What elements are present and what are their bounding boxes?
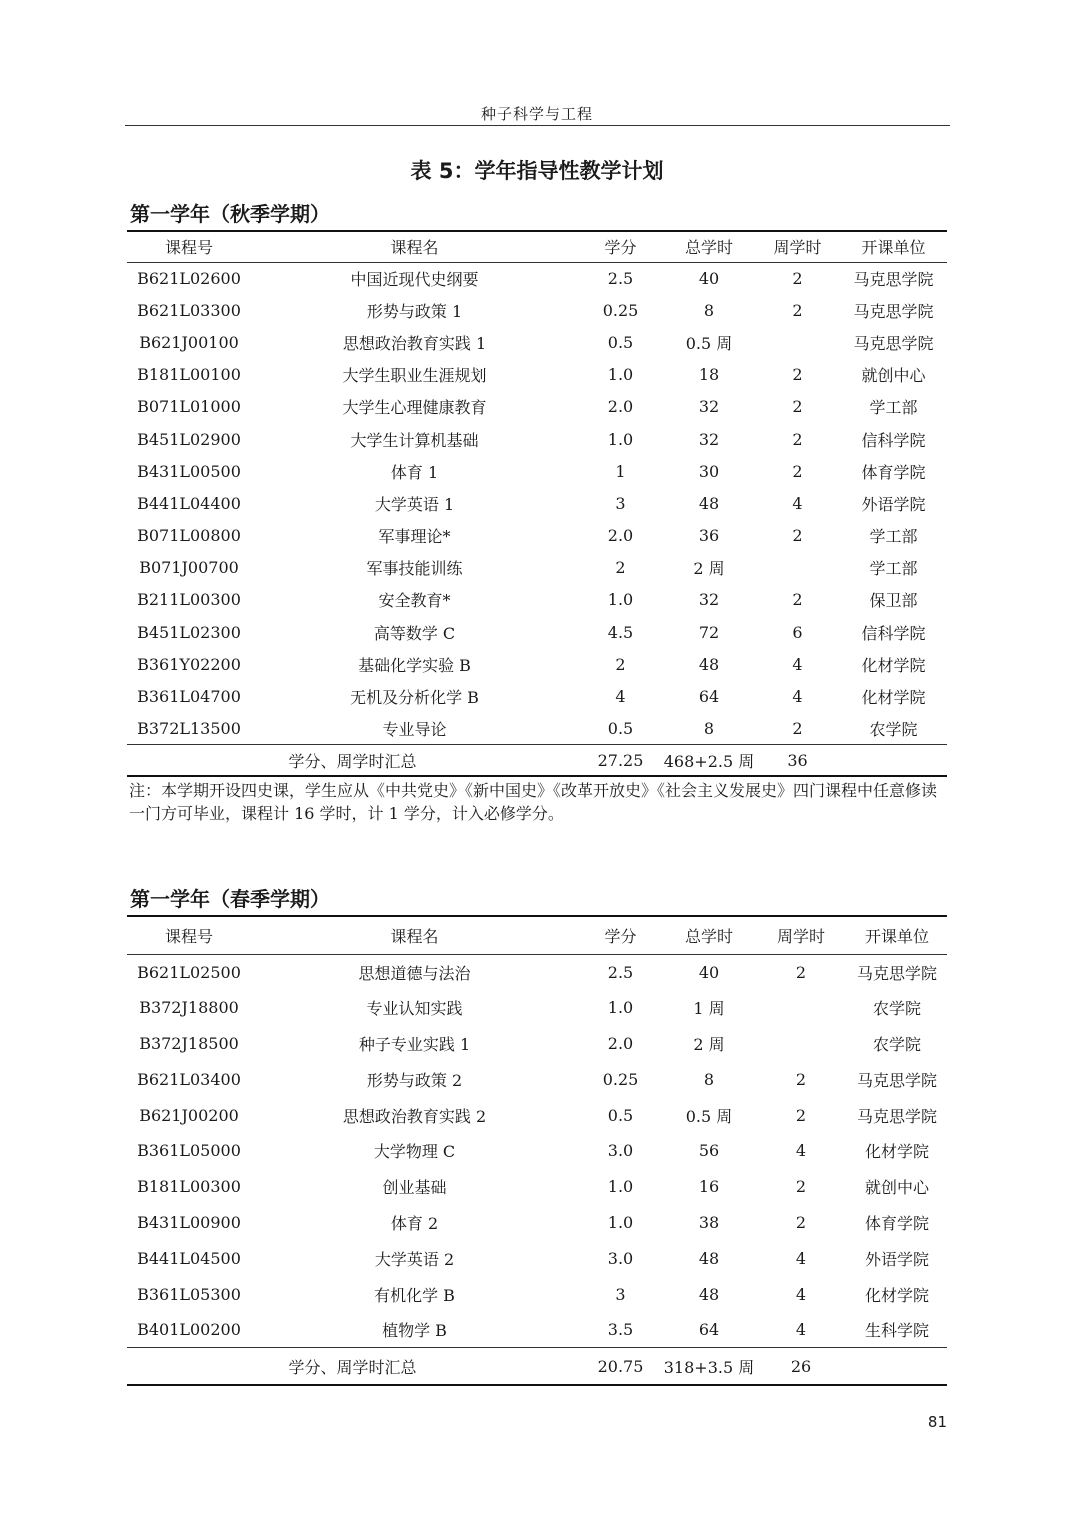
total-hours-cell: 32 [698, 397, 720, 417]
total-hours-cell: 32 [698, 429, 720, 449]
table-header-row [127, 916, 947, 954]
weekly-hours-cell: 6 [792, 622, 803, 642]
total-hours-cell: 2 周 [693, 559, 725, 579]
credits-cell: 2.0 [607, 1033, 634, 1053]
weekly-hours-cell [755, 552, 840, 584]
course-name-cell: 创业基础 [382, 1178, 447, 1198]
table-row [127, 616, 947, 648]
col-weekly-hours: 周学时 [773, 238, 822, 258]
table-row [127, 326, 947, 358]
department-cell: 化材学院 [861, 655, 926, 675]
course-code-cell: B441L04400 [137, 493, 241, 513]
course-name-cell: 基础化学实验 B [358, 655, 471, 675]
weekly-hours-cell: 2 [792, 718, 803, 738]
course-name-cell: 无机及分析化学 B [350, 688, 479, 708]
total-hours-cell: 8 [703, 300, 715, 320]
credits-cell: 2 [615, 558, 626, 578]
course-name-cell: 专业导论 [382, 719, 447, 739]
course-name-cell: 大学生心理健康教育 [342, 398, 487, 418]
summary-weekly-hours: 26 [790, 1356, 812, 1376]
credits-cell: 0.5 [607, 718, 634, 738]
credits-cell: 0.5 [607, 332, 634, 352]
total-hours-cell: 18 [698, 365, 720, 385]
department-cell: 农学院 [869, 719, 918, 739]
department-cell: 外语学院 [864, 1249, 929, 1269]
department-cell: 学工部 [869, 398, 918, 418]
course-code-cell: B621L03300 [137, 300, 241, 320]
course-code-cell: B372J18500 [139, 1033, 239, 1053]
summary-total-hours: 468+2.5 周 [663, 751, 755, 771]
weekly-hours-cell: 4 [795, 1248, 807, 1268]
credits-cell: 2 [615, 654, 626, 674]
course-code-cell: B071L00800 [137, 526, 241, 546]
course-code-cell: B621L02600 [137, 268, 241, 288]
course-code-cell: B431L00900 [137, 1212, 241, 1232]
total-hours-cell: 64 [698, 687, 720, 707]
table-row [127, 713, 947, 745]
credits-cell: 2.0 [607, 526, 634, 546]
total-hours-cell: 48 [698, 654, 720, 674]
summary-weekly-hours: 36 [787, 750, 808, 770]
course-name-cell: 专业认知实践 [366, 999, 463, 1019]
department-cell: 信科学院 [861, 623, 926, 643]
weekly-hours-cell: 2 [795, 1177, 807, 1197]
weekly-hours-cell: 2 [795, 962, 807, 982]
table-row [127, 294, 947, 326]
weekly-hours-cell: 4 [795, 1284, 807, 1304]
credits-cell: 1.0 [607, 365, 634, 385]
autumn-semester-title: 第一学年（秋季学期） [130, 202, 330, 226]
table-row [127, 552, 947, 584]
table-row [127, 584, 947, 616]
course-name-cell: 军事技能训练 [366, 559, 463, 579]
table-row [127, 648, 947, 680]
department-cell: 化材学院 [864, 1285, 929, 1305]
table-row [127, 1097, 947, 1133]
weekly-hours-cell: 2 [792, 461, 803, 481]
total-hours-cell: 56 [698, 1141, 720, 1161]
credits-cell: 1 [615, 461, 626, 481]
course-code-cell: B621L03400 [137, 1069, 241, 1089]
col-department: 开课单位 [861, 238, 926, 258]
autumn-course-table [127, 230, 947, 777]
table-row [127, 990, 947, 1026]
table-row [127, 455, 947, 487]
weekly-hours-cell: 2 [792, 365, 803, 385]
col-total-hours: 总学时 [684, 926, 733, 946]
total-hours-cell: 48 [698, 1248, 720, 1268]
credits-cell: 1.0 [607, 1212, 634, 1232]
department-cell: 外语学院 [861, 494, 926, 514]
summary-department [847, 1348, 947, 1385]
total-hours-cell: 72 [698, 622, 720, 642]
table-row [127, 1240, 947, 1276]
table-title: 表 5：学年指导性教学计划 [410, 159, 664, 183]
department-cell: 就创中心 [861, 366, 926, 386]
course-name-cell: 植物学 B [382, 1321, 447, 1341]
total-hours-cell: 8 [703, 1069, 715, 1089]
autumn-note: 注：本学期开设四史课，学生应从《中共党史》《新中国史》《改革开放史》《社会主义发展史》四门课程中任意修读一门方可毕业，课程计 16 学时，计 1 学分，计入必修学分。 [129, 781, 938, 823]
course-name-cell: 大学生职业生涯规划 [342, 366, 487, 386]
weekly-hours-cell [755, 1026, 847, 1062]
weekly-hours-cell: 4 [795, 1320, 807, 1340]
weekly-hours-cell: 2 [795, 1069, 807, 1089]
course-name-cell: 大学物理 C [373, 1142, 456, 1162]
course-name-cell: 思想政治教育实践 2 [342, 1106, 487, 1126]
total-hours-cell: 32 [698, 590, 720, 610]
total-hours-cell: 48 [698, 493, 720, 513]
table-row [127, 1026, 947, 1062]
credits-cell: 2.5 [607, 268, 634, 288]
total-hours-cell: 38 [698, 1212, 720, 1232]
weekly-hours-cell [755, 990, 847, 1026]
col-credits: 学分 [604, 238, 637, 258]
course-code-cell: B621J00100 [139, 332, 239, 352]
course-name-cell: 大学英语 1 [374, 494, 455, 514]
department-cell: 就创中心 [864, 1178, 929, 1198]
course-name-cell: 高等数学 C [373, 623, 456, 643]
header-rule [125, 125, 950, 126]
summary-label: 学分、周学时汇总 [288, 751, 417, 771]
course-name-cell: 中国近现代史纲要 [350, 269, 479, 289]
spring-course-table [127, 915, 947, 1386]
weekly-hours-cell: 2 [792, 590, 803, 610]
weekly-hours-cell: 2 [792, 397, 803, 417]
weekly-hours-cell: 2 [795, 1212, 807, 1232]
weekly-hours-cell: 2 [792, 526, 803, 546]
course-name-cell: 体育 1 [390, 462, 439, 482]
department-cell: 体育学院 [861, 462, 926, 482]
course-name-cell: 安全教育* [378, 591, 451, 611]
course-name-cell: 种子专业实践 1 [358, 1034, 471, 1054]
department-cell: 农学院 [872, 999, 921, 1019]
col-course-name: 课程名 [390, 238, 439, 258]
department-cell: 学工部 [869, 527, 918, 547]
table-row [127, 391, 947, 423]
total-hours-cell: 0.5 周 [685, 333, 733, 353]
summary-credits: 27.25 [597, 750, 644, 770]
weekly-hours-cell: 2 [792, 300, 803, 320]
department-cell: 信科学院 [861, 430, 926, 450]
col-credits: 学分 [604, 926, 637, 946]
col-course-code: 课程号 [164, 926, 213, 946]
credits-cell: 0.25 [602, 300, 639, 320]
credits-cell: 3.5 [607, 1320, 634, 1340]
course-code-cell: B451L02300 [137, 622, 241, 642]
department-cell: 马克思学院 [856, 1106, 937, 1126]
table-header-row [127, 231, 947, 262]
department-cell: 马克思学院 [853, 269, 934, 289]
credits-cell: 4.5 [607, 622, 634, 642]
total-hours-cell: 0.5 周 [685, 1106, 733, 1126]
table-row [127, 520, 947, 552]
credits-cell: 4 [615, 687, 626, 707]
summary-label: 学分、周学时汇总 [288, 1357, 417, 1377]
weekly-hours-cell: 2 [795, 1105, 807, 1125]
total-hours-cell: 40 [698, 268, 720, 288]
credits-cell: 0.25 [602, 1069, 639, 1089]
table-row [127, 1312, 947, 1348]
course-code-cell: B621J00200 [139, 1105, 239, 1125]
credits-cell: 1.0 [607, 429, 634, 449]
weekly-hours-cell: 2 [792, 268, 803, 288]
course-name-cell: 形势与政策 2 [366, 1070, 463, 1090]
credits-cell: 3 [615, 493, 626, 513]
course-code-cell: B211L00300 [137, 590, 241, 610]
credits-cell: 3.0 [607, 1141, 634, 1161]
course-code-cell: B071J00700 [139, 558, 239, 578]
course-name-cell: 体育 2 [390, 1213, 439, 1233]
course-code-cell: B372J18800 [139, 998, 239, 1018]
department-cell: 保卫部 [869, 591, 918, 611]
course-code-cell: B431L00500 [137, 461, 241, 481]
table-row [127, 262, 947, 294]
department-cell: 化材学院 [864, 1142, 929, 1162]
total-hours-cell: 16 [698, 1177, 720, 1197]
credits-cell: 1.0 [607, 590, 634, 610]
summary-total-hours: 318+3.5 周 [663, 1357, 755, 1377]
course-name-cell: 有机化学 B [374, 1285, 455, 1305]
table-row [127, 1205, 947, 1241]
course-code-cell: B071L01000 [137, 397, 241, 417]
department-cell: 马克思学院 [856, 1070, 937, 1090]
credits-cell: 0.5 [607, 1105, 634, 1125]
department-cell: 农学院 [872, 1034, 921, 1054]
total-hours-cell: 48 [698, 1284, 720, 1304]
course-code-cell: B441L04500 [137, 1248, 241, 1268]
table-row [127, 1169, 947, 1205]
course-code-cell: B451L02900 [137, 429, 241, 449]
course-code-cell: B621L02500 [137, 962, 241, 982]
table-row [127, 954, 947, 990]
total-hours-cell: 64 [698, 1320, 720, 1340]
course-code-cell: B372L13500 [137, 718, 241, 738]
col-course-code: 课程号 [164, 238, 213, 258]
course-code-cell: B401L00200 [137, 1320, 241, 1340]
weekly-hours-cell: 2 [792, 429, 803, 449]
spring-semester-title: 第一学年（春季学期） [130, 887, 330, 911]
credits-cell: 2.0 [607, 397, 634, 417]
summary-credits: 20.75 [597, 1356, 644, 1376]
table-row [127, 1061, 947, 1097]
total-hours-cell: 40 [698, 962, 720, 982]
weekly-hours-cell: 4 [792, 493, 803, 513]
total-hours-cell: 1 周 [693, 999, 725, 1019]
total-hours-cell: 36 [698, 526, 720, 546]
summary-row [127, 1348, 947, 1385]
page-number: 81 [927, 1413, 947, 1431]
col-weekly-hours: 周学时 [776, 926, 825, 946]
weekly-hours-cell [755, 326, 840, 358]
course-code-cell: B361L04700 [137, 687, 241, 707]
department-cell: 化材学院 [861, 688, 926, 708]
col-total-hours: 总学时 [684, 238, 733, 258]
table-row [127, 680, 947, 712]
course-name-cell: 形势与政策 1 [366, 301, 463, 321]
course-code-cell: B361L05000 [137, 1141, 241, 1161]
table-row [127, 487, 947, 519]
department-cell: 马克思学院 [856, 963, 937, 983]
weekly-hours-cell: 4 [792, 654, 803, 674]
course-name-cell: 大学英语 2 [374, 1249, 455, 1269]
credits-cell: 1.0 [607, 998, 634, 1018]
table-row [127, 359, 947, 391]
department-cell: 生科学院 [864, 1321, 929, 1341]
total-hours-cell: 2 周 [693, 1034, 725, 1054]
table-row [127, 1133, 947, 1169]
course-code-cell: B361L05300 [137, 1284, 241, 1304]
course-name-cell: 思想道德与法治 [358, 963, 471, 983]
credits-cell: 3 [615, 1284, 626, 1304]
course-name-cell: 思想政治教育实践 1 [342, 333, 487, 353]
summary-department [840, 745, 947, 776]
table-row [127, 1276, 947, 1312]
total-hours-cell: 8 [703, 718, 715, 738]
department-cell: 学工部 [869, 559, 918, 579]
weekly-hours-cell: 4 [792, 687, 803, 707]
course-name-cell: 军事理论* [378, 527, 451, 547]
course-code-cell: B181L00300 [137, 1177, 241, 1197]
department-cell: 马克思学院 [853, 301, 934, 321]
total-hours-cell: 30 [698, 461, 720, 481]
col-department: 开课单位 [864, 926, 929, 946]
course-code-cell: B181L00100 [137, 365, 241, 385]
credits-cell: 3.0 [607, 1248, 634, 1268]
table-row [127, 423, 947, 455]
course-code-cell: B361Y02200 [137, 654, 241, 674]
credits-cell: 2.5 [607, 962, 634, 982]
summary-row [127, 745, 947, 776]
weekly-hours-cell: 4 [795, 1141, 807, 1161]
department-cell: 体育学院 [864, 1213, 929, 1233]
department-cell: 马克思学院 [853, 333, 934, 353]
course-name-cell: 大学生计算机基础 [350, 430, 479, 450]
col-course-name: 课程名 [390, 926, 439, 946]
credits-cell: 1.0 [607, 1177, 634, 1197]
running-header: 种子科学与工程 [480, 105, 593, 123]
